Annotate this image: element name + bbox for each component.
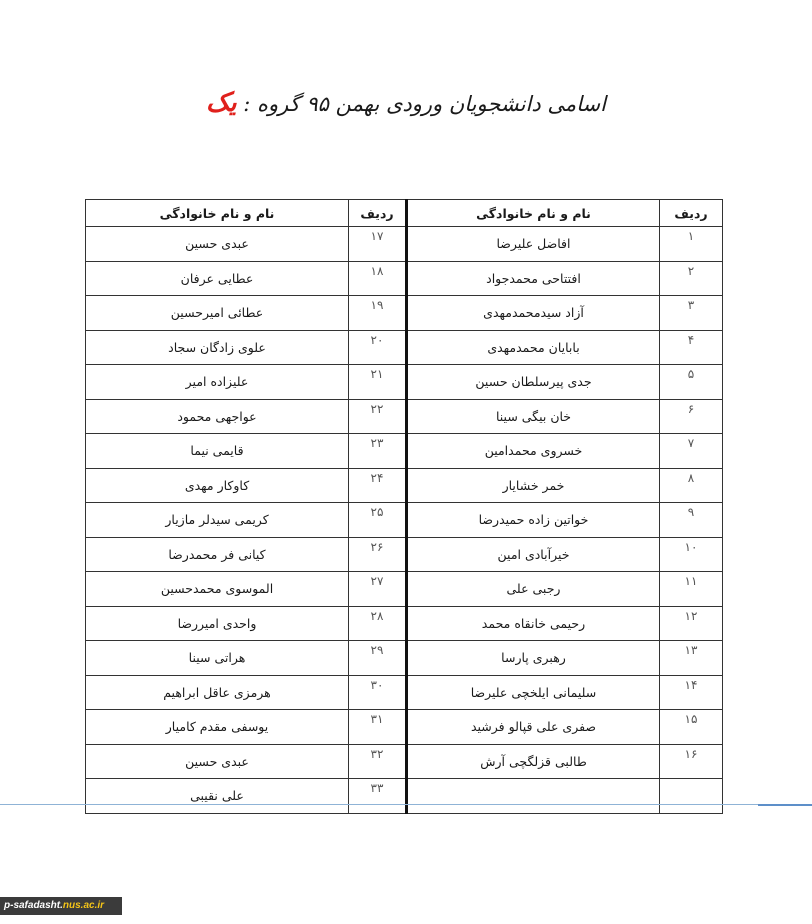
row-number: ۱۲ — [660, 606, 723, 641]
students-table — [85, 199, 723, 814]
student-name: خان بیگی سینا — [407, 399, 660, 434]
row-number: ۲۱ — [349, 365, 407, 400]
row-number: ۳ — [660, 296, 723, 331]
table-row — [86, 606, 723, 641]
row-number: ۱۳ — [660, 641, 723, 676]
student-name: کیانی فر محمدرضا — [86, 537, 349, 572]
row-number: ۱۹ — [349, 296, 407, 331]
row-number: ۱۱ — [660, 572, 723, 607]
student-name: علوی زادگان سجاد — [86, 330, 349, 365]
footer-divider — [0, 804, 812, 805]
student-name: سلیمانی ایلخچی علیرضا — [407, 675, 660, 710]
student-name: عواجهی محمود — [86, 399, 349, 434]
student-name: خواتین زاده حمیدرضا — [407, 503, 660, 538]
table-row — [86, 572, 723, 607]
table-row — [86, 227, 723, 262]
row-number: ۵ — [660, 365, 723, 400]
row-number: ۷ — [660, 434, 723, 469]
header-row-number: ردیف — [660, 200, 723, 227]
student-name: علیزاده امیر — [86, 365, 349, 400]
row-number: ۲۴ — [349, 468, 407, 503]
table-row — [86, 779, 723, 814]
row-number: ۲۹ — [349, 641, 407, 676]
student-name: افاضل علیرضا — [407, 227, 660, 262]
row-number: ۱۵ — [660, 710, 723, 745]
table-row — [86, 434, 723, 469]
row-number: ۱۸ — [349, 261, 407, 296]
row-number: ۲۲ — [349, 399, 407, 434]
watermark-domain: p-safadasht. — [4, 900, 63, 911]
student-name: خیرآبادی امین — [407, 537, 660, 572]
table-row — [86, 365, 723, 400]
student-name: واحدی امیررضا — [86, 606, 349, 641]
row-number: ۶ — [660, 399, 723, 434]
row-number: ۲۷ — [349, 572, 407, 607]
row-number: ۲۵ — [349, 503, 407, 538]
student-name: عطایی عرفان — [86, 261, 349, 296]
row-number: ۴ — [660, 330, 723, 365]
row-number: ۲ — [660, 261, 723, 296]
table-row — [86, 503, 723, 538]
student-name: عبدی حسین — [86, 227, 349, 262]
table-row — [86, 330, 723, 365]
row-number: ۱۷ — [349, 227, 407, 262]
row-number: ۱۴ — [660, 675, 723, 710]
student-name: قایمی نیما — [86, 434, 349, 469]
table-header-row — [86, 200, 723, 227]
table-body — [86, 227, 723, 814]
student-name: رحیمی خانقاه محمد — [407, 606, 660, 641]
watermark-accent: nus.ac.ir — [62, 900, 105, 911]
row-number: ۸ — [660, 468, 723, 503]
header-full-name: نام و نام خانوادگی — [407, 200, 660, 227]
student-name: کاوکار مهدی — [86, 468, 349, 503]
table-row — [86, 710, 723, 745]
row-number: ۲۳ — [349, 434, 407, 469]
student-name: رجبی علی — [407, 572, 660, 607]
student-name: افتتاحی محمدجواد — [407, 261, 660, 296]
student-name: کریمی سیدلر مازیار — [86, 503, 349, 538]
student-name: بابایان محمدمهدی — [407, 330, 660, 365]
page-title — [0, 88, 812, 118]
table-row — [86, 641, 723, 676]
student-name: رهبری پارسا — [407, 641, 660, 676]
student-name: عطائی امیرحسین — [86, 296, 349, 331]
row-number: ۲۶ — [349, 537, 407, 572]
table-row — [86, 261, 723, 296]
student-name: جدی پیرسلطان حسین — [407, 365, 660, 400]
table-row — [86, 468, 723, 503]
title-prefix: اسامی دانشجویان ورودی بهمن ۹۵ گروه : — [243, 92, 606, 116]
header-row-number-2: ردیف — [349, 200, 407, 227]
student-name: خمر خشایار — [407, 468, 660, 503]
student-name: علی نقیبی — [86, 779, 349, 814]
header-full-name-2: نام و نام خانوادگی — [86, 200, 349, 227]
row-number — [660, 779, 723, 814]
row-number: ۲۸ — [349, 606, 407, 641]
site-watermark — [0, 897, 122, 915]
student-name — [407, 779, 660, 814]
row-number: ۳۳ — [349, 779, 407, 814]
row-number: ۱۶ — [660, 744, 723, 779]
student-name: صفری علی قپالو فرشید — [407, 710, 660, 745]
student-name: یوسفی مقدم کامیار — [86, 710, 349, 745]
row-number: ۱ — [660, 227, 723, 262]
row-number: ۱۰ — [660, 537, 723, 572]
row-number: ۹ — [660, 503, 723, 538]
student-name: آزاد سیدمحمدمهدی — [407, 296, 660, 331]
student-name: هراتی سینا — [86, 641, 349, 676]
student-name: خسروی محمدامین — [407, 434, 660, 469]
table-row — [86, 296, 723, 331]
table-row — [86, 675, 723, 710]
footer-accent-line — [758, 804, 812, 806]
row-number: ۳۰ — [349, 675, 407, 710]
title-group-name: یک — [206, 88, 237, 118]
table-row — [86, 399, 723, 434]
table-row — [86, 744, 723, 779]
row-number: ۳۱ — [349, 710, 407, 745]
student-name: الموسوی محمدحسین — [86, 572, 349, 607]
student-name: عبدی حسین — [86, 744, 349, 779]
student-name: طالبی قزلگچی آرش — [407, 744, 660, 779]
row-number: ۳۲ — [349, 744, 407, 779]
row-number: ۲۰ — [349, 330, 407, 365]
table-row — [86, 537, 723, 572]
student-name: هرمزی عاقل ابراهیم — [86, 675, 349, 710]
